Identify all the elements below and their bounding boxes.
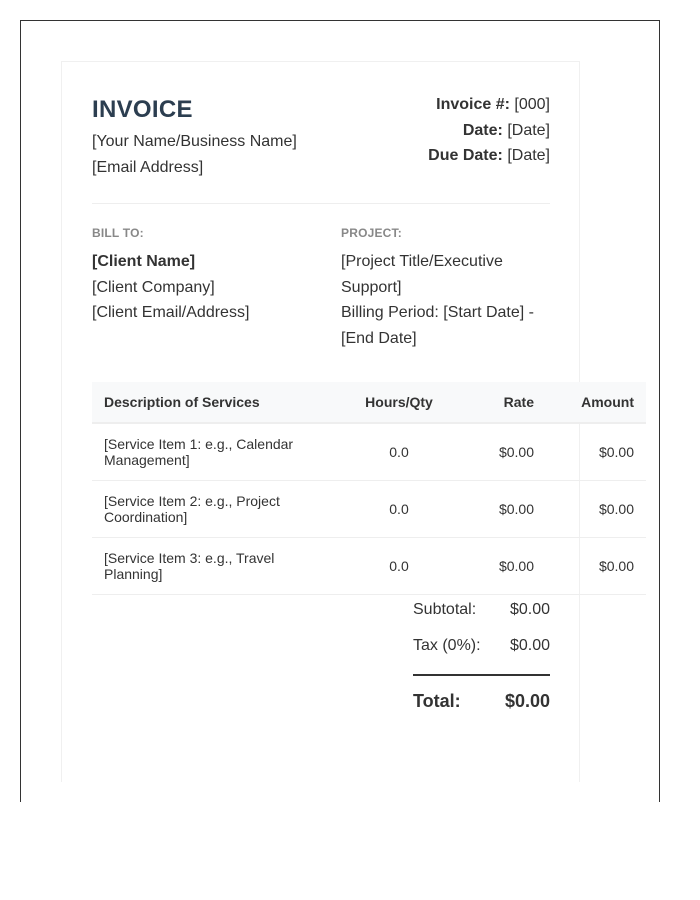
table-row xyxy=(92,423,646,481)
bill-to-details xyxy=(92,249,312,326)
row-rate: $0.00 xyxy=(452,423,546,481)
sender-block xyxy=(92,129,297,181)
project-label: PROJECT: xyxy=(341,226,402,240)
row-rate: $0.00 xyxy=(452,481,546,538)
due-date-label: Due Date: xyxy=(428,147,503,164)
total-label: Total: xyxy=(413,691,461,711)
row-hours: 0.0 xyxy=(346,538,452,595)
due-date-line xyxy=(428,143,550,169)
invoice-meta xyxy=(428,92,550,169)
table-row xyxy=(92,481,646,538)
header-rate: Rate xyxy=(452,382,546,423)
project-details xyxy=(341,249,550,351)
row-hours: 0.0 xyxy=(346,423,452,481)
sender-email: [Email Address] xyxy=(92,159,204,176)
subtotal-value: $0.00 xyxy=(509,601,550,618)
invoice-card xyxy=(61,61,634,782)
row-rate: $0.00 xyxy=(452,538,546,595)
tax-line xyxy=(413,634,550,670)
table-row xyxy=(92,538,646,595)
project-section xyxy=(341,226,550,351)
totals-section xyxy=(413,598,550,714)
header-description: Description of Services xyxy=(92,382,346,423)
grand-total-line xyxy=(413,674,550,714)
row-description: [Service Item 3: e.g., Travel Planning] xyxy=(92,538,346,595)
invoice-date-line xyxy=(428,118,550,144)
row-amount: $0.00 xyxy=(546,481,646,538)
billing-period: Billing Period: [Start Date] - [End Date] xyxy=(341,304,534,347)
due-date-value: [Date] xyxy=(507,147,550,164)
subtotal-line xyxy=(413,598,550,634)
info-row xyxy=(92,204,550,382)
client-contact: [Client Email/Address] xyxy=(92,304,250,321)
invoice-title: INVOICE xyxy=(92,96,193,123)
invoice-header xyxy=(92,62,550,204)
tax-label: Tax (0%): xyxy=(413,637,481,654)
invoice-content xyxy=(92,62,634,711)
invoice-number-value: [000] xyxy=(514,96,550,113)
tax-value: $0.00 xyxy=(509,637,550,654)
header-hours: Hours/Qty xyxy=(346,382,452,423)
bill-to-label: BILL TO: xyxy=(92,226,144,240)
row-amount: $0.00 xyxy=(546,538,646,595)
bill-to-section xyxy=(92,226,312,326)
client-company: [Client Company] xyxy=(92,278,215,296)
invoice-date-label: Date: xyxy=(462,121,503,139)
invoice-date-value: [Date] xyxy=(507,121,550,139)
table-header-row xyxy=(92,382,646,423)
total-value: $0.00 xyxy=(504,691,550,711)
row-amount: $0.00 xyxy=(546,423,646,481)
header-amount: Amount xyxy=(546,382,646,423)
subtotal-label: Subtotal: xyxy=(413,601,477,618)
row-hours: 0.0 xyxy=(346,481,452,538)
sender-name: [Your Name/Business Name] xyxy=(92,133,297,150)
invoice-number-label: Invoice #: xyxy=(436,96,510,113)
invoice-number-line xyxy=(428,92,550,118)
client-name: [Client Name] xyxy=(92,253,196,270)
project-title: [Project Title/Executive Support] xyxy=(341,253,503,296)
row-description: [Service Item 2: e.g., Project Coordination] xyxy=(92,481,346,538)
services-table xyxy=(92,382,646,595)
row-description: [Service Item 1: e.g., Calendar Management] xyxy=(92,423,346,481)
